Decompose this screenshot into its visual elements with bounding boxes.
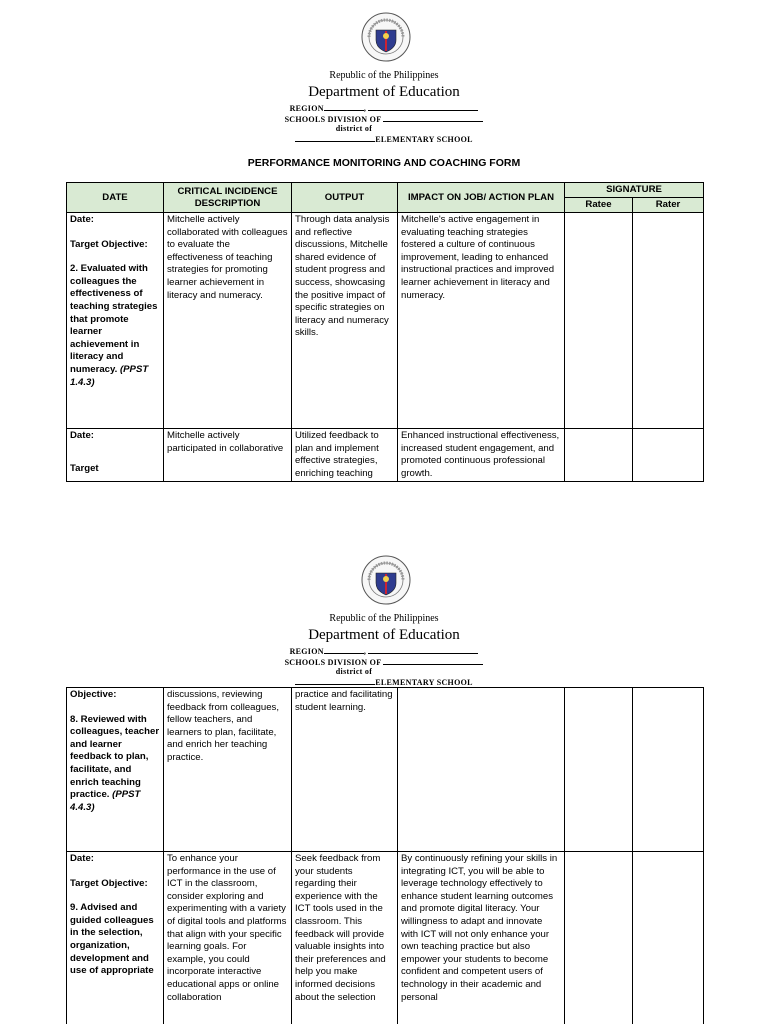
coaching-table-page-1	[66, 182, 704, 482]
output-cell: Seek feedback from your students regarding their experience with the ICT tools used in the classroom. This feedback will provide valuable insights into their preferences and help you make informed decisions about the selection	[292, 852, 398, 1024]
district-line: district of	[335, 124, 373, 133]
ratee-cell	[565, 852, 633, 1024]
critical-cell: Mitchelle actively collaborated with colleagues to evaluate the effectiveness of teaching strategies for promoting learner achievement in literacy and numeracy.	[164, 213, 292, 429]
col-rater-header: Rater	[633, 198, 704, 213]
region-line: REGION ,	[0, 645, 768, 656]
ratee-cell	[565, 688, 633, 852]
deped-seal-icon	[361, 555, 411, 605]
col-critical-header: CRITICAL INCIDENCE DESCRIPTION	[164, 183, 292, 213]
table-row	[67, 852, 704, 1024]
output-cell: Utilized feedback to plan and implement effective strategies, enriching teaching	[292, 429, 398, 482]
page-1	[0, 0, 768, 500]
table-row	[67, 213, 704, 429]
date-cell: Date: Target Objective: 9. Advised and guided colleagues in the selection, organization, development and use of appropriate	[67, 852, 164, 1024]
school-line: ELEMENTARY SCHOOL	[0, 676, 768, 687]
division-line: SCHOOLS DIVISION OF	[0, 113, 768, 124]
rater-cell	[633, 688, 704, 852]
date-cell: Objective: 8. Reviewed with colleagues, teacher and learner feedback to plan, facilitate, and enrich teaching practice. (PPST 4.4.3)	[67, 688, 164, 852]
col-date-header: DATE	[67, 183, 164, 213]
department-title: Department of Education	[308, 84, 460, 100]
impact-cell: Mitchelle's active engagement in evaluating teaching strategies fostered a culture of continuous improvement, leading to enhanced instructional practices and improved learner achievement in literacy and numeracy.	[398, 213, 565, 429]
table-row	[67, 688, 704, 852]
date-cell: Date: Target	[67, 429, 164, 482]
col-signature-header: SIGNATURE	[565, 183, 704, 198]
republic-text: Republic of the Philippines	[329, 70, 439, 81]
page-2	[0, 545, 768, 1024]
table-row	[67, 429, 704, 482]
ratee-cell	[565, 213, 633, 429]
region-line: REGION ,	[0, 102, 768, 113]
rater-cell	[633, 852, 704, 1024]
coaching-table-page-2	[66, 687, 704, 1024]
col-output-header: OUTPUT	[292, 183, 398, 213]
impact-cell: Enhanced instructional effectiveness, increased student engagement, and promoted continuous professional growth.	[398, 429, 565, 482]
form-title: PERFORMANCE MONITORING AND COACHING FORM	[247, 157, 521, 169]
district-line: district of	[335, 667, 373, 676]
deped-seal-icon	[361, 12, 411, 62]
critical-cell: Mitchelle actively participated in collaborative	[164, 429, 292, 482]
department-title: Department of Education	[308, 627, 460, 643]
school-line: ELEMENTARY SCHOOL	[0, 133, 768, 144]
division-line: SCHOOLS DIVISION OF	[0, 656, 768, 667]
output-cell: practice and facilitating student learning.	[292, 688, 398, 852]
rater-cell	[633, 213, 704, 429]
rater-cell	[633, 429, 704, 482]
col-impact-header: IMPACT ON JOB/ ACTION PLAN	[398, 183, 565, 213]
col-ratee-header: Ratee	[565, 198, 633, 213]
output-cell: Through data analysis and reflective discussions, Mitchelle shared evidence of student progress and success, showcasing the positive impact of specific strategies on literacy and numeracy skills.	[292, 213, 398, 429]
date-cell: Date: Target Objective: 2. Evaluated with colleagues the effectiveness of teaching strategies that promote learner achievement in literacy and numeracy. (PPST 1.4.3)	[67, 213, 164, 429]
critical-cell: To enhance your performance in the use of ICT in the classroom, consider exploring and experimenting with a variety of digital tools and platforms that align with your specific learning goals. For example, you could incorporate interactive educational apps or online collaboration	[164, 852, 292, 1024]
critical-cell: discussions, reviewing feedback from colleagues, fellow teachers, and learners to plan, facilitate, and enrich her teaching practice.	[164, 688, 292, 852]
ratee-cell	[565, 429, 633, 482]
impact-cell	[398, 688, 565, 852]
republic-text: Republic of the Philippines	[329, 613, 439, 624]
impact-cell: By continuously refining your skills in integrating ICT, you will be able to leverage technology effectively to enhance student learning outcomes and promote digital literacy. Your willingness to adapt and innovate with ICT will not only enhance your own teaching practice but also empower your students to become confident and competent users of technology in their academic and personal	[398, 852, 565, 1024]
